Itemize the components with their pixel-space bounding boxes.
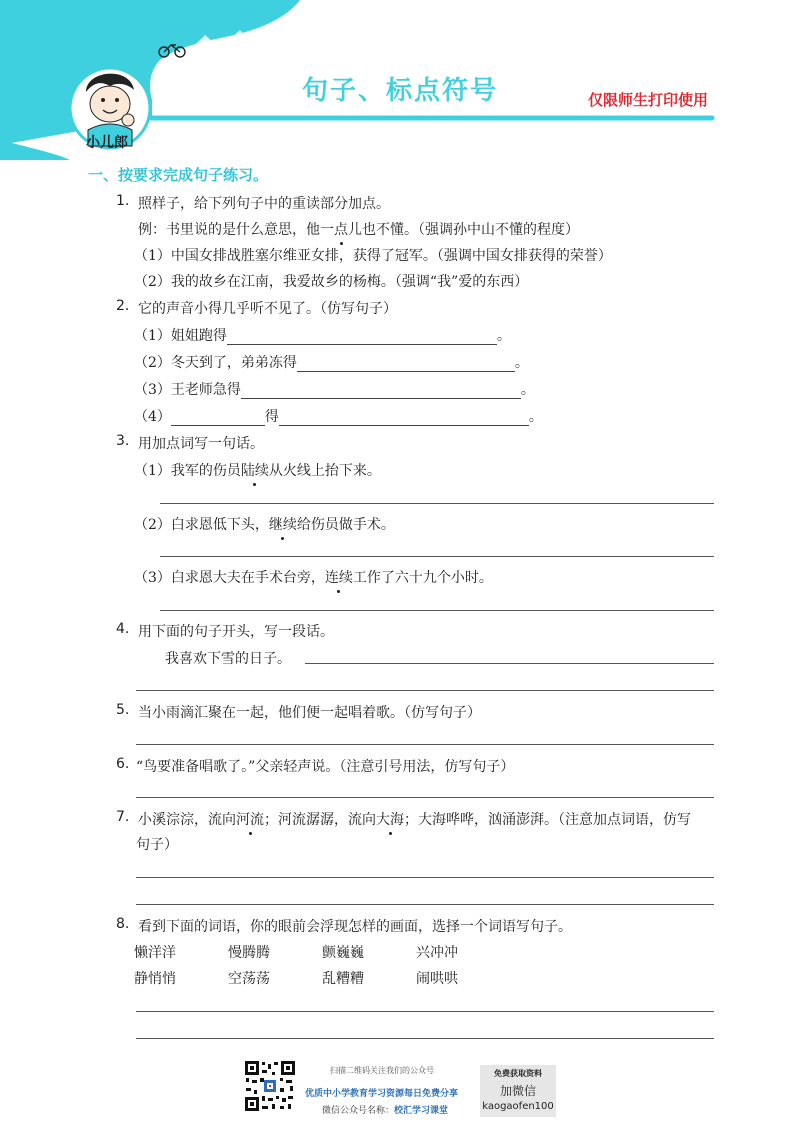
q5-prompt: 当小雨滴汇聚在一起，他们便一起唱着歌。（仿写句子） [138,705,481,721]
q7-prompt-line-2: 句子） [136,837,178,853]
page-title: 句子、标点符号 [301,76,498,106]
q3-item-1-emphasis: 陆续 [241,460,269,480]
q7-emphasis-1: 河流 [236,809,264,829]
q2-item-1: （1）姐姐跑得 。 [134,328,511,344]
q3-item-2: （2）白求恩低下头，继续给伤员做手术。 [134,514,395,534]
q3-answer-line-3[interactable] [160,610,714,611]
q1-item-2: （2）我的故乡在江南，我爱故乡的杨梅。（强调“我”爱的东西） [134,274,529,290]
q3-item-2-emphasis: 继续 [269,514,297,534]
q1-item-1: （1）中国女排战胜塞尔维亚女排，获得了冠军。（强调中国女排获得的荣誉） [134,248,612,264]
q8-prompt: 看到下面的词语，你的眼前会浮现怎样的画面，选择一个词语写句子。 [138,919,572,935]
q4-number: 4. [116,621,130,637]
q2-blank-3[interactable] [241,384,521,399]
q7-answer-line-2[interactable] [136,904,714,905]
contact-box-id: kaogaofen100 [482,1101,554,1112]
q7-emphasis-2: 大海 [376,809,404,829]
q7-answer-line-1[interactable] [136,877,714,878]
q3-item-3-emphasis: 连续 [325,567,353,587]
q4-starter: 我喜欢下雪的日子。 [165,651,291,667]
q4-prompt: 用下面的句子开头，写一段话。 [138,624,334,640]
q8-word-row-1 [134,942,510,962]
q1-prompt: 照样子，给下列句子中的重读部分加点。 [138,196,390,212]
q4-answer-line-2[interactable] [136,690,714,691]
footer-scan-text: 扫描二维码关注我们的公众号 [330,1066,434,1075]
q8-word: 空荡荡 [228,971,270,987]
q1-example-emphasis: 一点儿 [320,219,362,239]
q1-number: 1. [116,193,130,209]
qr-code-icon[interactable] [244,1060,296,1112]
q4-answer-line-1[interactable] [305,663,714,664]
wechat-contact-box[interactable] [480,1065,556,1117]
q8-number: 8. [116,916,130,932]
q3-item-3: （3）白求恩大夫在手术台旁，连续工作了六十九个小时。 [134,567,493,587]
footer [0,1055,800,1123]
q2-item-3: （3）王老师急得 。 [134,382,535,398]
q7-number: 7. [116,809,130,825]
q8-word: 静悄悄 [134,971,176,987]
q2-item-2: （2）冬天到了，弟弟冻得 。 [134,355,529,371]
footer-account-name: 校汇学习课堂 [394,1106,449,1116]
q2-prompt: 它的声音小得几乎听不见了。（仿写句子） [138,301,397,317]
q2-blank-4a[interactable] [171,411,265,426]
mascot-label: 小儿郎 [86,135,128,151]
q7-prompt-line-1: 小溪淙淙，流向河流；河流潺潺，流向大海；大海哗哗，汹涌澎湃。（注意加点词语，仿写 [138,809,691,829]
q3-number: 3. [116,433,130,449]
q8-word: 兴冲冲 [416,945,458,961]
section-title: 一、按要求完成句子练习。 [88,166,269,184]
q1-example: 例：书里说的是什么意思，他一点儿也不懂。（强调孙中山不懂的程度） [138,219,579,239]
q5-number: 5. [116,702,130,718]
print-only-badge: 仅限师生打印使用 [588,91,709,109]
q3-item-1: （1）我军的伤员陆续从火线上抬下来。 [134,460,381,480]
q6-answer-line[interactable] [136,797,714,798]
q2-blank-2[interactable] [297,357,515,372]
q8-word-row-2 [134,968,510,988]
q2-item-4: （4） 得 。 [134,409,543,425]
q8-word: 慢腾腾 [228,945,270,961]
q5-answer-line[interactable] [136,744,714,745]
q2-number: 2. [116,298,130,314]
q2-blank-4b[interactable] [279,411,529,426]
q6-number: 6. [116,756,130,772]
q8-word: 懒洋洋 [134,945,176,961]
q8-answer-line-1[interactable] [136,1011,714,1012]
contact-box-line-2: 加微信 [499,1084,536,1098]
q3-answer-line-2[interactable] [160,556,714,557]
q8-word: 乱糟糟 [322,971,364,987]
q8-word: 颤巍巍 [322,945,364,961]
footer-account: 微信公众号名称：校汇学习课堂 [322,1106,449,1116]
q6-prompt: “鸟要准备唱歌了。”父亲轻声说。（注意引号用法，仿写句子） [136,759,515,775]
q3-answer-line-1[interactable] [160,503,714,504]
q2-blank-1[interactable] [227,330,497,345]
q8-answer-line-2[interactable] [136,1038,714,1039]
q3-prompt: 用加点词写一句话。 [138,436,264,452]
q8-word: 闹哄哄 [416,971,458,987]
footer-share-text: 优质中小学教育学习资源每日免费分享 [305,1089,459,1099]
contact-box-line-1: 免费获取资料 [494,1069,542,1078]
